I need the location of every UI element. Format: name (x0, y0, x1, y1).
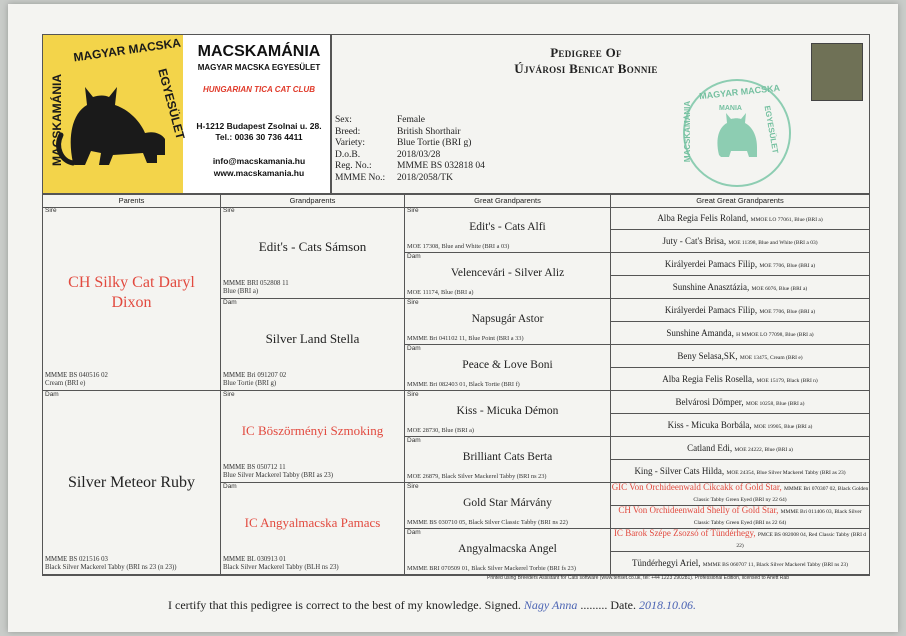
role-label: Sire (407, 483, 419, 490)
info-label: Reg. No.: (335, 161, 372, 171)
role-label: Sire (407, 391, 419, 398)
parent-name: Silver Meteor Ruby (67, 474, 196, 491)
great-grandparent-detail: MMME Bri 041102 11, Blue Point (BRI a 33) (407, 335, 524, 342)
grandparent-name: IC Angyalmacska Pamacs (244, 515, 381, 530)
great-grandparent-detail: MOE 17308, Blue and White (BRI a 03) (407, 243, 510, 250)
great-grandparent-cell (405, 299, 611, 345)
club-phone: Tel.: 0036 30 736 4411 (215, 132, 303, 142)
great-great-grandparent-detail: MOE 7706, Blue (BRI a) (759, 263, 816, 269)
info-label: Sex: (335, 115, 352, 125)
role-label: Dam (45, 391, 59, 398)
stamp-top-text: MAGYAR MACSKA (698, 82, 781, 102)
grandparent-cell (221, 391, 405, 483)
info-label: D.o.B. (335, 149, 361, 160)
stamp-mid-text: MANIA (719, 105, 742, 112)
great-grandparent-name: Velencevári - Silver Aliz (450, 267, 565, 279)
great-great-grandparent-name: Sunshine Anasztázia, (672, 282, 750, 292)
parent-detail (45, 372, 218, 388)
parent-name: CH Silky Cat Daryl Dixon (68, 274, 195, 311)
pedigree-title-line2: Újvárosi Benicat Bonnie (514, 61, 658, 76)
great-grandparent-detail: MOE 28730, Blue (BRI a) (407, 427, 474, 434)
grandparent-detail (223, 372, 402, 388)
great-great-grandparent-cell (611, 483, 869, 506)
great-great-grandparent-detail: H MMOE LO 77098, Blue (BRI a) (736, 332, 814, 338)
grandparent-cell (221, 299, 405, 391)
info-label: Breed: (335, 126, 361, 137)
great-great-grandparent-detail: MMME BS 060707 11, Black Silver Mackerel Tabby (BRI ns 23) (702, 562, 848, 568)
great-great-grandparent-detail: MOE 10258, Blue (BRI a) (745, 401, 805, 407)
parent-color: Black Silver Mackerel Tabby (BRI ns 23 (n 23)) (45, 564, 177, 571)
great-great-grandparent-name: King - Silver Cats Hilda, (634, 466, 725, 476)
great-grandparent-detail: MOE 11174, Blue (BRI a) (407, 289, 474, 296)
role-label: Dam (223, 299, 237, 306)
seal-left-text: MACSKAMÁNIA (50, 74, 64, 166)
info-value: MMME BS 032818 04 (397, 161, 485, 171)
great-great-grandparent-name: Alba Regia Felis Rosella, (662, 374, 755, 384)
great-grandparent-cell (405, 391, 611, 437)
great-great-grandparent-name: Belvárosi Dömper, (675, 397, 744, 407)
info-label: MMME No.: (335, 172, 386, 183)
grandparent-color: Black Silver Mackerel Tabby (BLH ns 23) (223, 564, 339, 571)
pedigree-table (42, 194, 870, 576)
info-row (331, 173, 611, 185)
grandparent-detail (223, 556, 402, 572)
grandparent-cell (221, 483, 405, 575)
signature: Nagy Anna (523, 598, 578, 612)
great-great-grandparent-detail: MOE 15179, Black (BRI n) (756, 378, 818, 384)
parent-cell (43, 207, 221, 391)
great-great-grandparent-name: Catland Edi, (687, 443, 733, 453)
great-great-grandparent-cell (611, 253, 869, 276)
great-great-grandparent-detail: MOE 11398, Blue and White (BRI a 03) (728, 240, 818, 246)
great-grandparent-name: Edit's - Cats Alfi (469, 221, 546, 233)
great-great-grandparent-name: CH Von Orchideenwald Shelly of Gold Star, (618, 506, 779, 515)
column-header: Great Great Grandparents (611, 195, 869, 208)
great-great-grandparent-cell (611, 207, 869, 230)
grandparent-detail (223, 280, 402, 296)
certification-line (168, 598, 696, 613)
great-great-grandparent-name: Tündérhegyi Ariel, (632, 558, 701, 568)
great-great-grandparent-detail: MMME Bri 011406 03, Black Silver Classic Tabby Green Eyed (BRI ns 22 64) (693, 509, 862, 526)
great-great-grandparent-cell (611, 414, 869, 437)
great-great-grandparent-name: Alba Regia Felis Roland, (657, 213, 749, 223)
stamp-right-text: EGYESÜLET (762, 104, 780, 155)
great-great-grandparent-cell (611, 299, 869, 322)
great-great-grandparent-cell (611, 529, 869, 552)
role-label: Dam (407, 437, 421, 444)
great-grandparent-cell (405, 345, 611, 391)
great-great-grandparent-cell (611, 552, 869, 575)
info-row (331, 115, 611, 127)
grandparent-name: IC Böszörményi Szmoking (241, 423, 384, 438)
great-great-grandparent-cell (611, 368, 869, 391)
role-label: Dam (407, 253, 421, 260)
club-name: MACSKAMÁNIA (197, 43, 321, 60)
great-great-grandparent-detail: MOE 24222, Blue (BRI a) (734, 447, 793, 453)
club-logo-block (42, 34, 332, 194)
great-grandparent-detail: MOE 26879, Black Silver Mackerel Tabby (BRI ns 23) (407, 473, 547, 480)
grandparent-name: Silver Land Stella (265, 331, 360, 346)
info-value: Female (397, 115, 425, 125)
role-label: Sire (407, 299, 419, 306)
info-value: Blue Tortie (BRI g) (397, 138, 472, 148)
date-value: 2018.10.06. (639, 598, 697, 612)
parent-reg: MMME BS 040516 02 (45, 372, 108, 379)
role-label: Sire (223, 391, 235, 398)
grandparent-reg: MMME BL 030913 01 (223, 556, 287, 563)
role-label: Sire (45, 207, 57, 214)
grandparent-color: Blue Tortie (BRI g) (223, 380, 277, 387)
date-label: Date. (610, 598, 637, 612)
seal-right-text: EGYESÜLET (155, 67, 188, 141)
grandparent-name: Edit's - Cats Sámson (258, 239, 367, 254)
great-great-grandparent-cell (611, 322, 869, 345)
grandparent-detail (223, 464, 402, 480)
role-label: Dam (223, 483, 237, 490)
club-stamp (683, 79, 791, 187)
great-grandparent-name: Napsugár Astor (471, 313, 544, 325)
great-great-grandparent-cell (611, 345, 869, 368)
great-great-grandparent-name: GIC Von Orchideenwald Cikcakk of Gold Star, (611, 483, 782, 492)
great-great-grandparent-detail: MOE 24354, Blue Silver Mackerel Tabby (BRI as 23) (726, 470, 846, 476)
parent-color: Cream (BRI e) (45, 380, 86, 387)
info-row (331, 150, 611, 162)
column-header: Parents (43, 195, 221, 208)
club-tica: HUNGARIAN TICA CAT CLUB (203, 85, 315, 94)
grandparent-cell (221, 207, 405, 299)
great-grandparent-cell (405, 437, 611, 483)
club-address: H-1212 Budapest Zsolnai u. 28. (196, 121, 322, 131)
great-grandparent-detail: MMME BS 030710 05, Black Silver Classic Tabby (BRI ns 22) (407, 519, 568, 526)
seal-top-text: MAGYAR MACSKA (72, 35, 182, 65)
great-great-grandparent-detail: MMME Bri 070307 02, Black Golden Classic Tabby Green Eyed (BRI ny 22 64) (693, 486, 869, 503)
great-grandparent-detail: MMME BRI 070509 01, Black Silver Mackerel Torbie (BRI fs 23) (407, 565, 576, 572)
great-great-grandparent-name: Kiss - Micuka Borbála, (667, 420, 752, 430)
great-great-grandparent-detail: MOE 7706, Blue (BRI a) (759, 309, 816, 315)
great-great-grandparent-name: Beny Selasa,SK, (677, 351, 738, 361)
pedigree-title-line1: Pedigree Of (550, 45, 622, 60)
great-grandparent-cell (405, 253, 611, 299)
great-great-grandparent-cell (611, 391, 869, 414)
role-label: Dam (407, 345, 421, 352)
great-great-grandparent-name: Királyerdei Pamacs Filip, (664, 305, 758, 315)
info-row (331, 138, 611, 150)
info-value: 2018/2058/TK (397, 172, 453, 183)
role-label: Dam (407, 529, 421, 536)
club-address-block (189, 121, 329, 143)
stamp-left-text: MACSKAMÁNIA (683, 100, 693, 163)
great-grandparent-detail: MMME Bri 082403 01, Black Tortie (BRI f) (407, 381, 520, 388)
club-contact-block (189, 155, 329, 179)
great-great-grandparent-name: IC Barok Szépe Zsozsó of Tündérhegy, (613, 529, 756, 538)
club-seal (43, 35, 188, 193)
great-grandparent-name: Peace & Love Boni (462, 359, 553, 371)
great-grandparent-name: Angyalmacska Angel (458, 543, 557, 555)
hologram-sticker (811, 43, 863, 101)
role-label: Sire (223, 207, 235, 214)
column-header: Grandparents (221, 195, 405, 208)
info-value: 2018/03/28 (397, 149, 441, 160)
great-great-grandparent-cell (611, 506, 869, 529)
club-subtitle: MAGYAR MACSKA EGYESÜLET (197, 63, 321, 72)
great-grandparent-name: Gold Star Márvány (463, 497, 552, 509)
grandparent-reg: MMME BRI 052808 11 (223, 280, 289, 287)
great-grandparent-cell (405, 529, 611, 575)
certify-text: I certify that this pedigree is correct to the best of my knowledge. Signed. (168, 598, 521, 612)
grandparent-reg: MMME BS 050712 11 (223, 464, 286, 471)
pedigree-header (330, 34, 870, 194)
great-great-grandparent-detail: MMOE LO 77061, Blue (BRI a) (750, 217, 823, 223)
great-grandparent-name: Brilliant Cats Berta (462, 451, 553, 463)
parent-cell (43, 391, 221, 575)
info-row (331, 161, 611, 173)
great-grandparent-cell (405, 483, 611, 529)
great-great-grandparent-cell (611, 276, 869, 299)
parent-detail (45, 556, 218, 572)
info-value: British Shorthair (397, 126, 461, 137)
club-web: www.macskamania.hu (213, 168, 305, 178)
club-email: info@macskamania.hu (212, 156, 306, 166)
great-great-grandparent-detail: MOE 19905, Blue (BRI a) (753, 424, 813, 430)
pedigree-sheet (8, 4, 898, 632)
grandparent-color: Blue Silver Mackerel Tabby (BRI as 23) (223, 472, 334, 479)
cat-info-list (331, 115, 611, 184)
software-note: Printed using Breeders Assistant for Cats software (www.tenset.co.uk, tel: +44 1223 290281). Professional Edition, licensed to Anett Rab (487, 575, 789, 581)
column-header: Great Grandparents (405, 195, 611, 208)
great-great-grandparent-detail: PMCE BS 082008 04, Red Classic Tabby (BRI d 22) (736, 532, 867, 549)
great-grandparent-name: Kiss - Micuka Démon (456, 405, 559, 417)
great-great-grandparent-detail: MOE 6076, Blue (BRI a) (751, 286, 808, 292)
great-great-grandparent-name: Sunshine Amanda, (666, 328, 734, 338)
info-row (331, 127, 611, 139)
signature-dots: ......... (580, 598, 608, 612)
pedigree-title (481, 45, 691, 77)
grandparent-color: Blue (BRI a) (223, 288, 259, 295)
great-great-grandparent-cell (611, 460, 869, 483)
parent-reg: MMME BS 021516 03 (45, 556, 108, 563)
great-grandparent-cell (405, 207, 611, 253)
great-great-grandparent-cell (611, 437, 869, 460)
great-great-grandparent-name: Juty - Cat's Brisa, (662, 236, 727, 246)
great-great-grandparent-cell (611, 230, 869, 253)
great-great-grandparent-detail: MOE 13475, Cream (BRI e) (739, 355, 803, 361)
grandparent-reg: MMME Bri 091207 02 (223, 372, 287, 379)
info-label: Variety: (335, 138, 366, 148)
great-great-grandparent-name: Királyerdei Pamacs Filip, (664, 259, 758, 269)
role-label: Sire (407, 207, 419, 214)
